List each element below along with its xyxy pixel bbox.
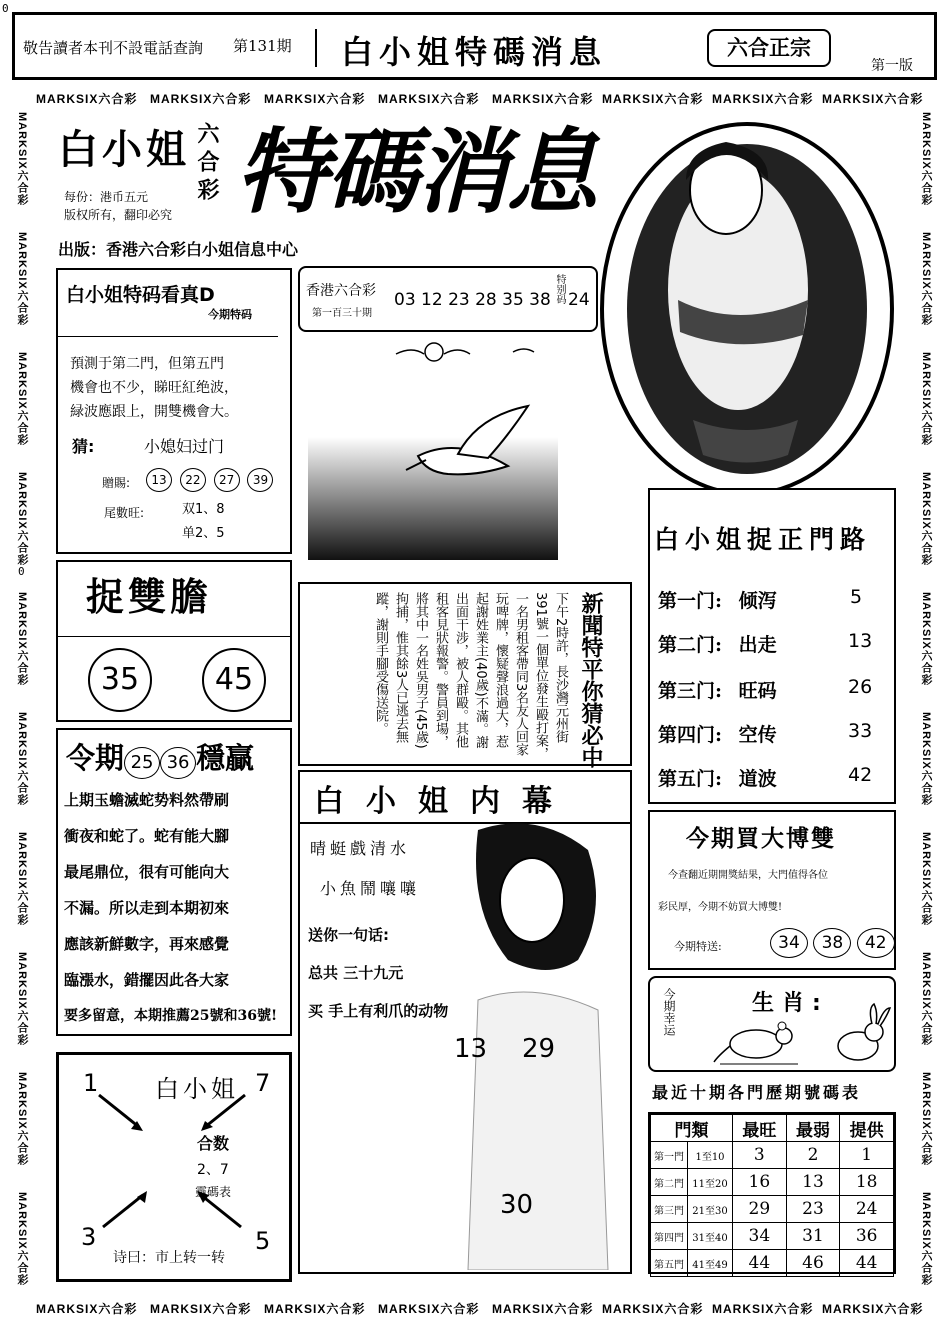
win-line: 最尾鼎位，很有可能向大 bbox=[64, 863, 230, 881]
bigsmall-text-1: 今查翻近期開獎結果，大門值得各位 bbox=[668, 870, 828, 881]
lucky-top-left: 1 bbox=[83, 1069, 99, 1097]
stats-title: 最近十期各門歷期號碼表 bbox=[652, 1083, 862, 1102]
stats-gate: 第五門 bbox=[651, 1250, 688, 1277]
masthead-big-title: 特碼消息 bbox=[236, 118, 597, 226]
stats-hot: 16 bbox=[733, 1169, 787, 1196]
win-line: 不漏。所以走到本期初來 bbox=[64, 899, 230, 917]
special-look-title: 白小姐特码看真D bbox=[66, 284, 215, 306]
special-look-lines bbox=[70, 352, 238, 424]
brand-mark: MARKSIX六合彩 bbox=[16, 952, 28, 1046]
bigsmall-text-2: 彩民厚，今期不妨買大博雙! bbox=[658, 902, 783, 913]
brand-mark: MARKSIX六合彩 bbox=[16, 352, 28, 446]
guess-label: 猜: bbox=[72, 437, 95, 456]
inside-total: 总共 三十九元 bbox=[308, 964, 404, 982]
gate-label: 第一门: bbox=[658, 590, 723, 612]
brand-mark: MARKSIX六合彩 bbox=[920, 952, 932, 1046]
brand-mark: MARKSIX六合彩 bbox=[920, 592, 932, 686]
masthead-copyright: 版权所有，翻印必究 bbox=[64, 208, 173, 222]
news-title: 新聞特平你猜必中 bbox=[578, 592, 604, 768]
pair-title: 捉雙膽 bbox=[86, 574, 213, 619]
stats-header-row bbox=[651, 1115, 894, 1142]
stats-hot: 3 bbox=[733, 1142, 787, 1169]
gate-number: 42 bbox=[848, 764, 873, 786]
table-row bbox=[651, 1169, 894, 1196]
brand-mark: MARKSIX六合彩 bbox=[920, 1072, 932, 1166]
brand-mark: MARKSIX六合彩 bbox=[16, 1192, 28, 1286]
table-row bbox=[651, 1250, 894, 1277]
cover-photo bbox=[598, 120, 896, 498]
gift-number: 27 bbox=[214, 468, 240, 492]
table-row bbox=[651, 1142, 894, 1169]
inside-phrase-label: 送你一句话: bbox=[308, 926, 389, 944]
crane-illustration bbox=[308, 336, 558, 560]
bigsmall-title: 今期買大博雙 bbox=[686, 826, 836, 852]
masthead-name: 白小姐 bbox=[58, 126, 190, 173]
stats-cold: 46 bbox=[786, 1250, 840, 1277]
results-numbers: 03 12 23 28 35 38 bbox=[394, 290, 551, 310]
brand-mark: MARKSIX六合彩 bbox=[822, 1302, 924, 1316]
brand-mark: MARKSIX六合彩 bbox=[602, 92, 704, 106]
stats-cold: 13 bbox=[786, 1169, 840, 1196]
gate-word: 倾泻 bbox=[738, 590, 777, 612]
win-number: 36 bbox=[160, 747, 196, 779]
news-body: 下午2時許，長沙灣元州街391號一個單位發生毆打案，一名男租客帶同3名友人回家玩啤牌，懷疑聲浪過大，惹起謝姓業主(40歲)不滿。謝出面干涉，被人群毆。其他租客見狀報警。警員到場，將其中一名姓吳男子(45歲)拘捕，惟其餘3人已逃去無蹤，謝則手腳受傷送院。 bbox=[373, 592, 568, 760]
notice-text: 敬告讀者本刊不設電話查詢 bbox=[23, 39, 204, 57]
lucky-top-right: 7 bbox=[255, 1069, 271, 1097]
brand-mark: MARKSIX六合彩 bbox=[36, 1302, 138, 1316]
guess-answer: 小媳妇过门 bbox=[144, 437, 225, 456]
results-special-label: 特别码 bbox=[554, 274, 565, 304]
stats-gate: 第三門 bbox=[651, 1196, 688, 1223]
brand-mark: MARKSIX六合彩 bbox=[712, 1302, 814, 1316]
brand-mark: MARKSIX六合彩 bbox=[16, 112, 28, 206]
stats-hot: 34 bbox=[733, 1223, 787, 1250]
gate-number: 26 bbox=[848, 676, 873, 698]
stats-pick: 44 bbox=[840, 1250, 894, 1277]
win-box bbox=[56, 728, 292, 1036]
stats-cold: 2 bbox=[786, 1142, 840, 1169]
brand-mark: MARKSIX六合彩 bbox=[492, 1302, 594, 1316]
brand-mark: MARKSIX六合彩 bbox=[492, 92, 594, 106]
table-row bbox=[651, 1196, 894, 1223]
gate-word: 道波 bbox=[738, 768, 777, 790]
brand-mark: MARKSIX六合彩 bbox=[36, 92, 138, 106]
gift-number: 39 bbox=[247, 468, 273, 492]
win-line: 衝夜和蛇了。蛇有能大腳 bbox=[64, 827, 230, 845]
brand-mark: MARKSIX六合彩 bbox=[920, 832, 932, 926]
gate-word: 空传 bbox=[738, 724, 777, 746]
gift-number: 22 bbox=[180, 468, 206, 492]
brand-mark: MARKSIX六合彩 bbox=[16, 1072, 28, 1166]
stats-pick: 18 bbox=[840, 1169, 894, 1196]
gate-number: 13 bbox=[848, 630, 873, 652]
rabbit-icon bbox=[828, 1002, 894, 1068]
tail-even: 双1、8 bbox=[182, 502, 225, 517]
stats-range: 21至30 bbox=[688, 1196, 733, 1223]
brand-mark: MARKSIX六合彩 bbox=[920, 472, 932, 566]
win-line: 應該新鮮數字，再來感覺 bbox=[64, 935, 230, 953]
special-look-box bbox=[56, 268, 292, 554]
results-period: 第一百三十期 bbox=[312, 308, 372, 319]
stats-range: 41至49 bbox=[688, 1250, 733, 1277]
masthead-sub: 六合彩 bbox=[194, 122, 220, 206]
stats-range: 31至40 bbox=[688, 1223, 733, 1250]
brand-mark: MARKSIX六合彩 bbox=[920, 232, 932, 326]
brand-mark: MARKSIX六合彩 bbox=[822, 92, 924, 106]
lucky-heshu: 2、7 bbox=[197, 1162, 229, 1178]
stats-header: 最弱 bbox=[786, 1115, 840, 1142]
gate-label: 第五门: bbox=[658, 768, 723, 790]
inside-poem-1: 晴蜓戲清水 bbox=[310, 839, 411, 858]
gate-row bbox=[658, 720, 777, 747]
masthead-price: 每份：港币五元 bbox=[64, 190, 149, 204]
pair-number: 45 bbox=[202, 648, 266, 712]
stats-pick: 24 bbox=[840, 1196, 894, 1223]
win-title-post: 穩贏 bbox=[196, 741, 255, 775]
edge-mark-middle: 0 bbox=[18, 565, 25, 578]
lucky-table-label: 靈碼表 bbox=[195, 1185, 232, 1199]
brand-strip-top bbox=[36, 90, 926, 108]
inside-title: 白小姐内幕 bbox=[314, 784, 574, 819]
brand-mark: MARKSIX六合彩 bbox=[16, 472, 28, 566]
stats-header: 門類 bbox=[651, 1115, 733, 1142]
brand-strip-bottom bbox=[36, 1300, 926, 1318]
gate-label: 第四门: bbox=[658, 724, 723, 746]
special-look-line: 機會也不少，睇旺紅绝波， bbox=[70, 380, 238, 396]
pair-rule bbox=[58, 636, 290, 637]
brand-mark: MARKSIX六合彩 bbox=[16, 832, 28, 926]
results-special: 24 bbox=[568, 290, 590, 310]
brand-mark: MARKSIX六合彩 bbox=[150, 92, 252, 106]
brand-strip-right bbox=[918, 112, 938, 1297]
stats-gate: 第二門 bbox=[651, 1169, 688, 1196]
bigsmall-number: 38 bbox=[813, 928, 851, 958]
stats-table-box bbox=[648, 1112, 896, 1274]
bigsmall-box bbox=[648, 810, 896, 970]
win-title-pre: 令期 bbox=[66, 741, 125, 775]
stats-table bbox=[650, 1114, 894, 1277]
results-label: 香港六合彩 bbox=[306, 283, 376, 299]
gate-row bbox=[658, 630, 777, 657]
inside-number: 13 bbox=[454, 1034, 488, 1064]
brand-mark: MARKSIX六合彩 bbox=[16, 712, 28, 806]
bigsmall-send-label: 今期特送: bbox=[674, 940, 722, 953]
zodiac-title: 生肖: bbox=[752, 991, 829, 1016]
header-divider bbox=[315, 29, 317, 67]
brand-mark: MARKSIX六合彩 bbox=[264, 92, 366, 106]
inside-number: 29 bbox=[522, 1034, 556, 1064]
win-line: 上期玉蟾滅蛇势料然帶刷 bbox=[64, 791, 230, 809]
tail-odd: 单2、5 bbox=[182, 526, 225, 541]
stats-gate: 第四門 bbox=[651, 1223, 688, 1250]
brand-strip-left bbox=[14, 112, 34, 1297]
special-look-rule bbox=[58, 332, 278, 337]
gift-numbers bbox=[146, 468, 273, 492]
rat-icon bbox=[712, 1016, 802, 1066]
brand-mark: MARKSIX六合彩 bbox=[378, 1302, 480, 1316]
lucky-box bbox=[56, 1052, 292, 1282]
brand-mark: MARKSIX六合彩 bbox=[920, 1192, 932, 1286]
issue-number: 第131期 bbox=[233, 37, 292, 55]
edge-mark-top: 0 bbox=[2, 2, 9, 15]
win-lines bbox=[64, 782, 288, 1034]
stats-hot: 29 bbox=[733, 1196, 787, 1223]
inside-poem-2: 小魚鬧嚷嚷 bbox=[320, 879, 421, 898]
news-box bbox=[298, 582, 632, 766]
stats-header: 最旺 bbox=[733, 1115, 787, 1142]
win-number: 25 bbox=[124, 747, 160, 779]
stats-pick: 36 bbox=[840, 1223, 894, 1250]
special-look-subtitle: 今期特码 bbox=[208, 308, 252, 321]
inside-number: 30 bbox=[500, 1190, 534, 1220]
gates-box bbox=[648, 488, 896, 804]
stats-range: 11至20 bbox=[688, 1169, 733, 1196]
brand-mark: MARKSIX六合彩 bbox=[150, 1302, 252, 1316]
brand-mark: MARKSIX六合彩 bbox=[602, 1302, 704, 1316]
pair-number: 35 bbox=[88, 648, 152, 712]
header-badge: 六合正宗 bbox=[707, 29, 831, 67]
stats-cold: 23 bbox=[786, 1196, 840, 1223]
inside-buy: 买 手上有利爪的动物 bbox=[308, 1002, 449, 1020]
brand-mark: MARKSIX六合彩 bbox=[712, 92, 814, 106]
bigsmall-numbers bbox=[770, 928, 895, 958]
gate-row bbox=[658, 764, 777, 791]
stats-cold: 31 bbox=[786, 1223, 840, 1250]
gate-number: 5 bbox=[850, 586, 863, 608]
gate-word: 出走 bbox=[738, 634, 777, 656]
win-line: 要多留意，本期推薦25號和36號! bbox=[64, 1008, 278, 1024]
brand-mark: MARKSIX六合彩 bbox=[264, 1302, 366, 1316]
win-title bbox=[66, 736, 254, 779]
stats-range: 1至10 bbox=[688, 1142, 733, 1169]
special-look-line: 預測于第二門，但第五門 bbox=[70, 356, 224, 372]
stats-header: 提供 bbox=[840, 1115, 894, 1142]
gate-number: 33 bbox=[848, 720, 873, 742]
special-look-line: 緑波應跟上，開雙機會大。 bbox=[70, 404, 238, 420]
bigsmall-number: 34 bbox=[770, 928, 808, 958]
gate-row bbox=[658, 676, 777, 703]
zodiac-box bbox=[648, 976, 896, 1072]
brand-mark: MARKSIX六合彩 bbox=[378, 92, 480, 106]
gate-row bbox=[658, 586, 777, 613]
pair-box bbox=[56, 560, 292, 722]
results-box bbox=[298, 266, 598, 332]
brand-mark: MARKSIX六合彩 bbox=[16, 232, 28, 326]
page-label: 第一版 bbox=[871, 58, 913, 74]
lucky-poem: 诗曰：市上转一转 bbox=[113, 1250, 225, 1266]
gate-label: 第二门: bbox=[658, 634, 723, 656]
zodiac-side: 今期幸运 bbox=[662, 988, 676, 1036]
brand-mark: MARKSIX六合彩 bbox=[920, 352, 932, 446]
lucky-title: 白小姐 bbox=[155, 1075, 239, 1103]
table-row bbox=[651, 1223, 894, 1250]
bigsmall-number: 42 bbox=[857, 928, 895, 958]
lucky-bottom-right: 5 bbox=[255, 1227, 271, 1255]
gate-word: 旺码 bbox=[738, 680, 777, 702]
stats-pick: 1 bbox=[840, 1142, 894, 1169]
brand-mark: MARKSIX六合彩 bbox=[920, 112, 932, 206]
tail-label: 尾數旺: bbox=[104, 506, 145, 520]
gift-number: 13 bbox=[146, 468, 172, 492]
gift-label: 贈賜: bbox=[102, 476, 131, 490]
masthead-publisher: 出版：香港六合彩白小姐信息中心 bbox=[58, 240, 299, 259]
brand-mark: MARKSIX六合彩 bbox=[16, 592, 28, 686]
header-bar bbox=[12, 12, 937, 80]
inside-box bbox=[298, 770, 632, 1274]
gate-label: 第三门: bbox=[658, 680, 723, 702]
stats-hot: 44 bbox=[733, 1250, 787, 1277]
header-title: 白小姐特碼消息 bbox=[341, 33, 608, 71]
win-line: 臨漲水，錯擺因此各大家 bbox=[64, 971, 230, 989]
brand-mark: MARKSIX六合彩 bbox=[920, 712, 932, 806]
lucky-bottom-left: 3 bbox=[81, 1223, 97, 1251]
stats-gate: 第一門 bbox=[651, 1142, 688, 1169]
gates-title: 白小姐捉正門路 bbox=[654, 525, 872, 554]
lucky-heshu-label: 合数 bbox=[197, 1134, 230, 1153]
